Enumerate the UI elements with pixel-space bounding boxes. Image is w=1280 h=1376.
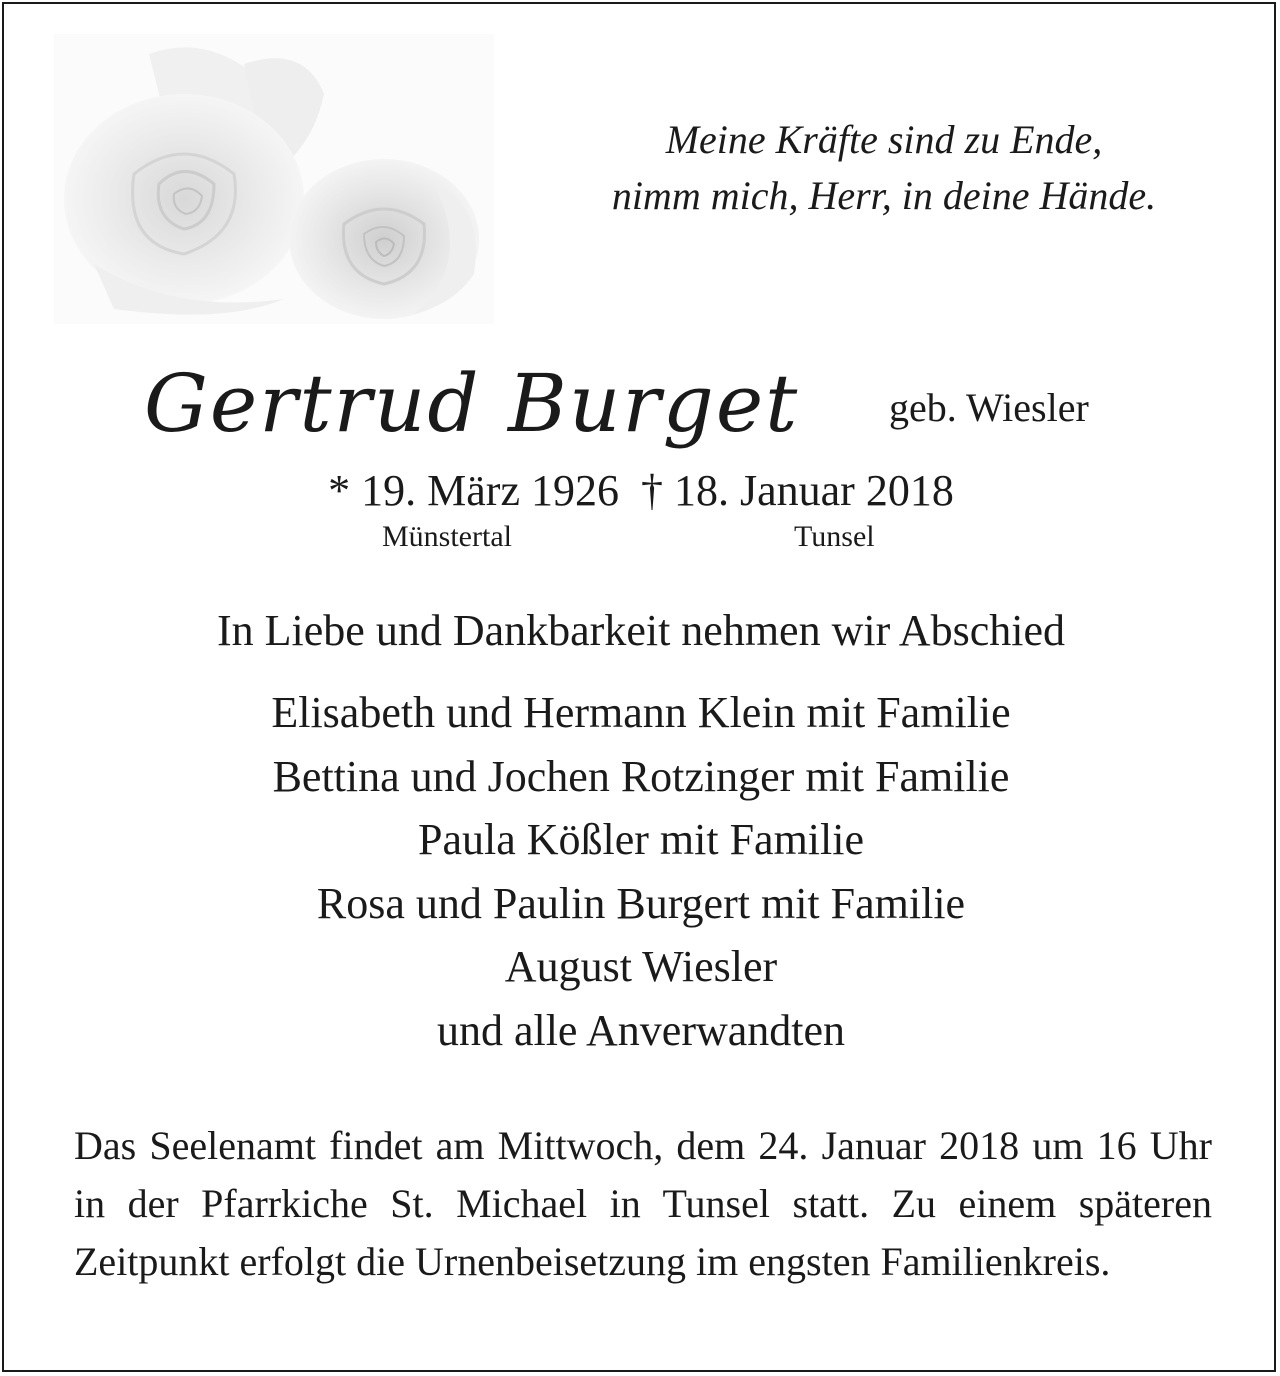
mourner-line: August Wiesler [504, 942, 778, 991]
life-dates [4, 466, 1278, 516]
death-place: Tunsel [794, 520, 875, 553]
verse-line-1: Meine Kräfte sind zu Ende, [665, 117, 1103, 162]
mourner-line: Paula Kößler mit Familie [417, 815, 865, 864]
mourners-list [4, 681, 1278, 1062]
mourner-line: Elisabeth und Hermann Klein mit Familie [271, 688, 1011, 737]
name-row [4, 354, 1278, 454]
service-info: Das Seelenamt findet am Mittwoch, dem 24. Januar 2018 um 16 Uhr in der Pfarrkiche St. Michael in Tunsel statt. Zu einem späteren Zeitpunkt erfolgt die Urnenbeisetzung im engsten Familienkreis. [74, 1123, 1212, 1284]
death-date: † 18. Januar 2018 [641, 466, 954, 515]
obituary-notice [2, 2, 1276, 1372]
verse-line-2: nimm mich, Herr, in deine Hände. [611, 173, 1157, 218]
mourner-line: und alle Anverwandten [436, 1005, 846, 1055]
white-roses-image [54, 34, 494, 324]
deceased-name: Gertrud Burget [144, 357, 800, 450]
mourner-line: Bettina und Jochen Rotzinger mit Familie [272, 751, 1010, 801]
birth-place: Münstertal [382, 520, 512, 553]
verse [524, 112, 1244, 224]
farewell-line: In Liebe und Dankbarkeit nehmen wir Abschied [217, 606, 1065, 655]
maiden-name: geb. Wiesler [889, 385, 1089, 430]
birth-date: * 19. März 1926 [328, 466, 619, 515]
mourner-line: Rosa und Paulin Burgert mit Familie [316, 878, 966, 928]
